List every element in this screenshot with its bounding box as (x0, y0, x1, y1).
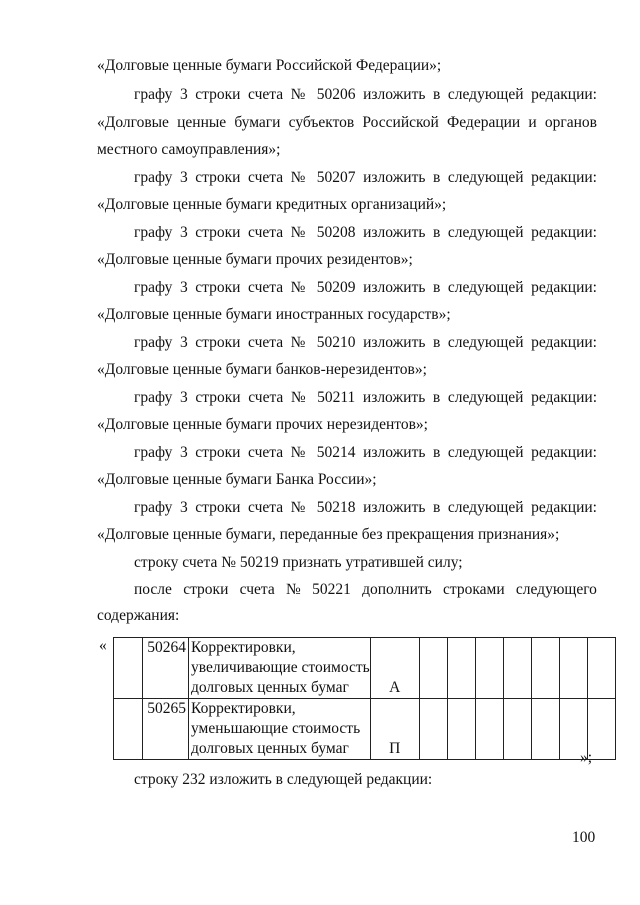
close-quote: »; (580, 749, 593, 766)
text-line: графу 3 строки счета № 50208 изложить в следующей редакции: (134, 224, 597, 241)
name-line: Корректировки, (191, 639, 296, 656)
word: 50221 (312, 581, 351, 598)
text-line: «Долговые ценные бумаги, переданные без прекращения признания»; (97, 526, 560, 543)
name-line: Корректировки, (191, 700, 296, 717)
table-cell (503, 699, 531, 760)
table-cell (447, 638, 475, 699)
word: следующего (515, 581, 597, 598)
text-line: «Долговые ценные бумаги субъектов Российской Федерации и органов (97, 114, 597, 131)
text-line: местного самоуправления»; (97, 141, 281, 158)
page-number: 100 (572, 829, 596, 846)
account-name-cell (189, 638, 371, 699)
text-line: «Долговые ценные бумаги кредитных организаций»; (97, 196, 447, 213)
word: счета (239, 581, 275, 598)
table-cell (531, 638, 559, 699)
word: дополнить (362, 581, 432, 598)
text-line: графу 3 строки счета № 50214 изложить в следующей редакции: (134, 444, 597, 461)
table-cell (475, 638, 503, 699)
text-line: содержания: (97, 607, 180, 624)
text-line: графу 3 строки счета № 50207 изложить в следующей редакции: (134, 169, 597, 186)
text-line-justified (134, 580, 597, 600)
table-cell (531, 699, 559, 760)
account-type-cell: П (370, 699, 419, 760)
text-line: графу 3 строки счета № 50210 изложить в следующей редакции: (134, 334, 597, 351)
text-line: строку 232 изложить в следующей редакции: (134, 771, 433, 788)
word: № (286, 581, 301, 598)
text-line: графу 3 строки счета № 50218 изложить в следующей редакции: (134, 499, 597, 516)
text-line: «Долговые ценные бумаги Банка России»; (97, 471, 377, 488)
account-name-cell (189, 699, 371, 760)
text-line: «Долговые ценные бумаги банков-нерезидентов»; (97, 361, 427, 378)
text-line: «Долговые ценные бумаги Российской Федерации»; (97, 57, 442, 74)
word: строки (183, 581, 229, 598)
text-line: графу 3 строки счета № 50209 изложить в следующей редакции: (134, 279, 597, 296)
text-line: графу 3 строки счета № 50211 изложить в следующей редакции: (134, 389, 597, 406)
table-cell (114, 638, 143, 699)
name-line: долговых ценных бумаг (191, 740, 349, 757)
table-cell (419, 699, 447, 760)
table-row (114, 638, 616, 699)
text-line: «Долговые ценные бумаги прочих нерезидентов»; (97, 416, 428, 433)
name-line: уменьшающие стоимость (191, 720, 361, 737)
text-line: строку счета № 50219 признать утратившей силу; (134, 554, 463, 571)
table-cell (419, 638, 447, 699)
table-row (114, 699, 616, 760)
open-quote: « (99, 637, 107, 654)
word: после (134, 581, 172, 598)
name-line: увеличивающие стоимость (191, 659, 370, 676)
table-cell (475, 699, 503, 760)
table-cell (447, 699, 475, 760)
table-cell (587, 638, 615, 699)
text-line: графу 3 строки счета № 50206 изложить в следующей редакции: (134, 86, 597, 103)
accounts-table (113, 637, 616, 760)
table-cell (559, 638, 587, 699)
account-number-cell: 50264 (143, 638, 189, 699)
table-cell (503, 638, 531, 699)
account-number-cell: 50265 (143, 699, 189, 760)
account-type-cell: А (370, 638, 419, 699)
text-line: «Долговые ценные бумаги иностранных государств»; (97, 306, 451, 323)
word: строками (443, 581, 505, 598)
name-line: долговых ценных бумаг (191, 679, 349, 696)
table-cell (114, 699, 143, 760)
text-line: «Долговые ценные бумаги прочих резидентов»; (97, 251, 413, 268)
